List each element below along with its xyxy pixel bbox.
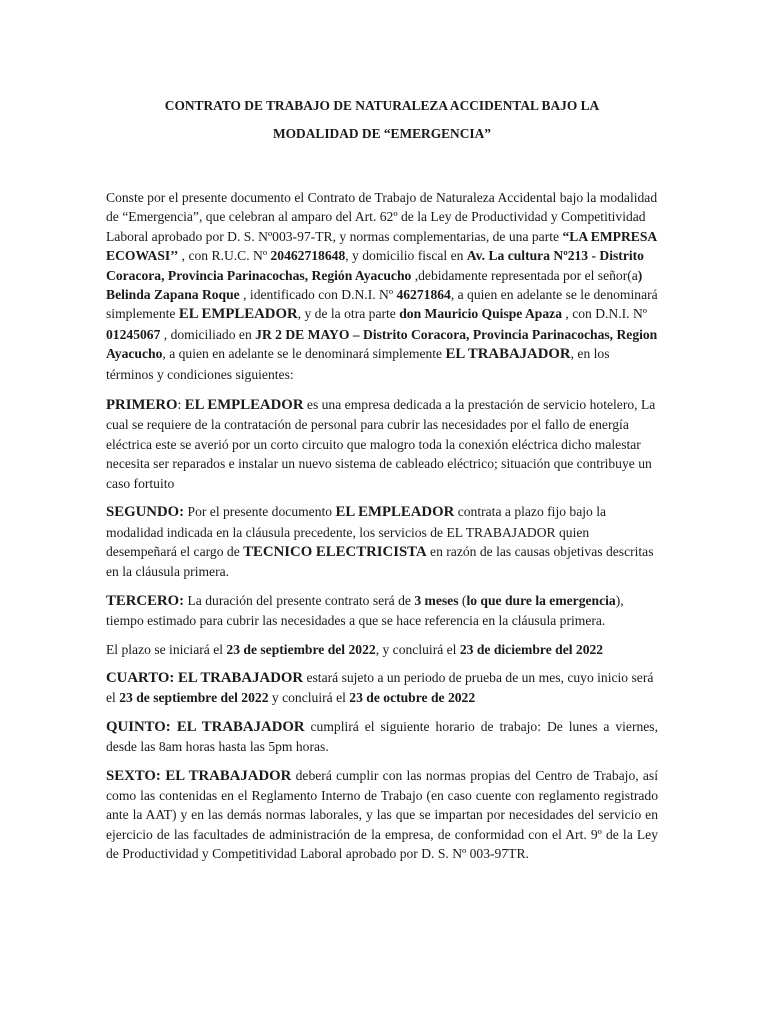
body-text: Conste por el presente documento el Contrato de Trabajo de Naturaleza Accidental bajo la modalidad de “Emergencia”, que celebran al amparo del Art. 62º de la Ley de Productividad y Competitividad Laboral aprobado por D. S. Nº003-97-TR, y normas complementarias, de una parte: [106, 190, 658, 244]
document-page: [106, 92, 658, 873]
emphasis-text: SEXTO: EL TRABAJADOR: [106, 767, 292, 784]
emphasis-text: 20462718648: [270, 248, 346, 264]
clause-tercero: [106, 591, 658, 631]
body-text: , en los términos y condiciones siguientes:: [106, 346, 610, 382]
clause-plazo: [106, 640, 658, 659]
body-text: , domiciliado en: [160, 326, 256, 342]
emphasis-text: SEGUNDO:: [106, 504, 185, 521]
emphasis-text: don Mauricio Quispe Apaza: [399, 306, 562, 322]
body-text: La duración del presente contrato será de: [184, 592, 415, 608]
body-text: deberá cumplir con las normas propias del Centro de Trabajo, así como las contenidas en el Reglamento Interno de Trabajo (en caso cuente con reglamento registrado ante la AAT) y en las demás normas laborales, y las que se impartan por necesidades del servicio en ejercicio de las facultades de administración de la empresa, de conformidad con el Art. 9º de la Ley de Productividad y Competitividad Laboral aprobado por D. S. Nº 003-97TR.: [106, 767, 658, 862]
clause-segundo: [106, 502, 658, 582]
clause-cuarto: [106, 668, 658, 708]
body-text: , y concluirá el: [375, 641, 460, 657]
body-text: , a quien en adelante se le denominará simplemente: [162, 346, 446, 362]
emphasis-text: 01245067: [106, 326, 161, 342]
body-text: , a quien en adelante se le denominará simplemente: [106, 287, 658, 322]
emphasis-text: TECNICO ELECTRICISTA: [243, 543, 427, 560]
emphasis-text: Av. La cultura Nº213 - Distrito Coracora, Provincia Parinacochas, Región Ayacucho: [106, 248, 644, 283]
emphasis-text: “LA EMPRESA ECOWASI’’: [106, 228, 657, 264]
emphasis-text: EL EMPLEADOR: [184, 397, 304, 414]
emphasis-text: EL EMPLEADOR: [178, 306, 298, 323]
body-text: , con D.N.I. Nº: [562, 306, 648, 322]
body-text: contrata a plazo fijo bajo la modalidad indicada en la cláusula precedente, los servicios de EL TRABAJADOR quien desempeñará el cargo de: [106, 504, 607, 559]
body-text: cumplirá el siguiente horario de trabajo: De lunes a viernes, desde las 8am horas hasta las 5pm horas.: [106, 718, 658, 755]
intro-paragraph: [106, 188, 658, 384]
emphasis-text: 46271864: [396, 287, 451, 303]
body-text: es una empresa dedicada a la prestación de servicio hotelero, La cual se requiere de la contratación de personal para cubrir las necesidades por el fallo de energía eléctrica este se averió por un corto circuito que malogro toda la conexión eléctrica dicho malestar necesita ser reparados e instalar un nuevo sistema de cableado eléctrico; situación que contribuye un caso fortuito: [106, 397, 656, 491]
body-text: estará sujeto a un periodo de prueba de un mes, cuyo inicio será el: [106, 669, 654, 706]
body-text: ,debidamente representada por el señor(a: [411, 267, 638, 283]
body-text: (: [458, 592, 467, 608]
emphasis-text: 23 de septiembre del 2022: [226, 641, 376, 657]
body-text: :: [177, 397, 185, 413]
emphasis-text: CUARTO: EL TRABAJADOR: [106, 669, 304, 686]
document-title-line-1: CONTRATO DE TRABAJO DE NATURALEZA ACCIDENTAL BAJO LA: [164, 98, 600, 113]
body-text: , y de la otra parte: [297, 306, 400, 322]
body-text: ), tiempo estimado para cubrir las necesidades a que se hace referencia en la cláusula primera.: [106, 592, 624, 629]
clause-primero: [106, 395, 658, 493]
clause-quinto: [106, 717, 658, 757]
emphasis-text: EL EMPLEADOR: [335, 504, 455, 521]
emphasis-text: 23 de octubre de 2022: [349, 690, 476, 706]
body-text: El plazo se iniciará el: [106, 641, 227, 657]
clauses-list: [106, 395, 658, 864]
emphasis-text: lo que dure la emergencia: [466, 592, 616, 608]
emphasis-text: PRIMERO: [106, 397, 178, 414]
title-spacer: [106, 148, 658, 188]
body-text: en razón de las causas objetivas descritas en la cláusula primera.: [106, 543, 654, 580]
body-text: , y domicilio fiscal en: [345, 248, 467, 264]
body-text: Por el presente documento: [184, 504, 336, 520]
emphasis-text: 3 meses: [414, 592, 459, 608]
document-title-line-2: MODALIDAD DE “EMERGENCIA”: [273, 126, 491, 141]
emphasis-text: EL TRABAJADOR: [445, 346, 571, 363]
emphasis-text: 23 de diciembre del 2022: [459, 641, 604, 657]
emphasis-text: ) Belinda Zapana Roque: [106, 267, 643, 303]
body-text: , con R.U.C. Nº: [178, 248, 271, 264]
emphasis-text: JR 2 DE MAYO – Distrito Coracora, Provincia Parinacochas, Region Ayacucho: [106, 326, 658, 362]
clause-sexto: [106, 766, 658, 864]
body-text: , identificado con D.N.I. Nº: [239, 287, 397, 303]
emphasis-text: QUINTO: EL TRABAJADOR: [106, 718, 305, 735]
emphasis-text: TERCERO:: [106, 592, 185, 609]
body-text: y concluirá el: [268, 690, 350, 706]
emphasis-text: 23 de septiembre del 2022: [119, 690, 269, 706]
